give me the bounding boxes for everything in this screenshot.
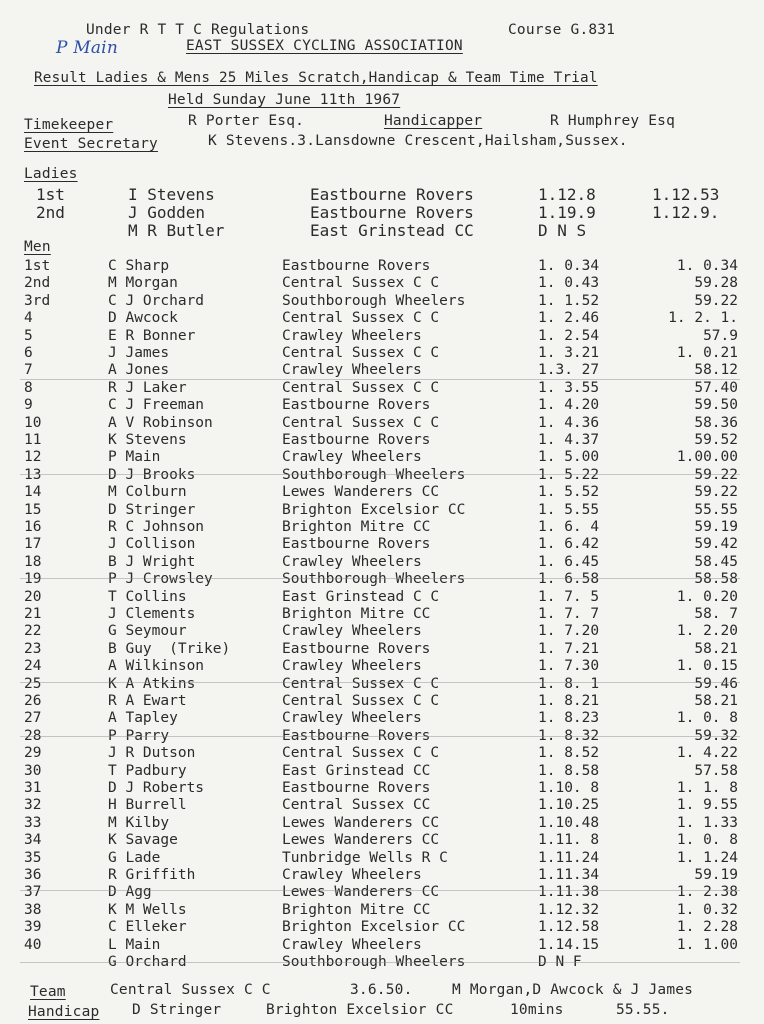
result-row xyxy=(0,571,764,588)
rider-handicap-time: 59.32 xyxy=(694,727,738,744)
secretary-label: Event Secretary xyxy=(24,136,158,152)
rider-handicap-time: 58.58 xyxy=(694,571,738,588)
rider-handicap-time: 1. 0.21 xyxy=(676,345,738,361)
rider-name: G Orchard xyxy=(108,954,187,970)
rider-name: A Wilkinson xyxy=(108,658,205,675)
rider-time: 1. 7.30 xyxy=(538,658,600,675)
rider-club: Central Sussex C C xyxy=(282,693,440,709)
ladies-club: Eastbourne Rovers xyxy=(310,185,474,204)
rider-club: Brighton Mitre CC xyxy=(282,519,431,535)
result-row xyxy=(0,589,764,606)
result-row xyxy=(0,832,764,849)
ladies-row xyxy=(0,221,764,239)
result-row xyxy=(0,902,764,919)
rider-name: P J Crowsley xyxy=(108,571,213,588)
rider-time: 1. 6.42 xyxy=(538,536,600,553)
result-row xyxy=(0,275,764,292)
rider-position: 34 xyxy=(24,832,42,849)
rider-position: 1st xyxy=(24,258,51,274)
rider-club: Southborough Wheelers xyxy=(282,292,466,309)
rider-position: 33 xyxy=(24,814,42,831)
rider-club: Eastbourne Rovers xyxy=(282,432,431,448)
ladies-handicap-time: 1.12.9. xyxy=(652,203,720,222)
rider-handicap-time: 1. 1.24 xyxy=(676,849,738,866)
rider-name: D Awcock xyxy=(108,310,178,327)
ruled-line xyxy=(20,890,740,891)
ruled-line xyxy=(20,682,740,683)
rider-position: 5 xyxy=(24,327,33,344)
rider-time: 1.10.25 xyxy=(538,797,600,814)
rider-handicap-time: 1. 9.55 xyxy=(676,797,738,814)
rider-handicap-time: 57.40 xyxy=(694,379,738,396)
ladies-row xyxy=(0,185,764,203)
rider-name: H Burrell xyxy=(108,797,187,814)
rider-club: Central Sussex C C xyxy=(282,745,440,762)
rider-name: K Savage xyxy=(108,832,178,849)
rider-time: 1.12.32 xyxy=(538,901,600,918)
rider-name: M Kilby xyxy=(108,814,170,831)
result-row xyxy=(0,763,764,780)
rider-time: 1.11.38 xyxy=(538,884,600,901)
rider-name: T Padbury xyxy=(108,762,187,779)
rider-time: 1. 6.58 xyxy=(538,571,600,588)
rider-position: 9 xyxy=(24,397,33,414)
rider-club: Brighton Mitre CC xyxy=(282,606,431,622)
rider-club: Tunbridge Wells R C xyxy=(282,849,448,866)
result-row xyxy=(0,502,764,519)
rider-handicap-time: 1. 1.33 xyxy=(676,814,738,831)
rider-club: Crawley Wheelers xyxy=(282,710,422,727)
result-row xyxy=(0,606,764,623)
ruled-line xyxy=(20,736,740,737)
rider-club: East Grinstead CC xyxy=(282,762,431,779)
rider-name: J James xyxy=(108,345,170,361)
timekeeper-label: Timekeeper xyxy=(24,117,114,133)
rider-time: 1. 5.55 xyxy=(538,501,600,518)
result-row xyxy=(0,449,764,466)
rider-club: Eastbourne Rovers xyxy=(282,780,431,796)
ruled-line xyxy=(20,578,740,579)
rider-handicap-time: 1. 0. 8 xyxy=(676,710,738,727)
rider-position: 40 xyxy=(24,936,42,953)
rider-handicap-time: 59.28 xyxy=(694,275,738,292)
rider-club: Lewes Wanderers CC xyxy=(282,832,440,849)
handicapper-name: R Humphrey Esq xyxy=(550,113,676,129)
rider-name: R C Johnson xyxy=(108,519,205,535)
rider-club: Crawley Wheelers xyxy=(282,936,422,953)
rider-name: P Parry xyxy=(108,727,170,744)
rider-position: 32 xyxy=(24,797,42,814)
rider-time: 1. 6. 4 xyxy=(538,519,600,535)
rider-time: 1.3. 27 xyxy=(538,362,600,379)
result-row xyxy=(0,380,764,397)
rider-club: Eastbourne Rovers xyxy=(282,536,431,553)
rider-name: C Sharp xyxy=(108,258,170,274)
rider-position: 35 xyxy=(24,849,42,866)
rider-handicap-time: 1. 2.20 xyxy=(676,623,738,640)
rider-handicap-time: 58.45 xyxy=(694,553,738,570)
result-row xyxy=(0,919,764,936)
rider-time: 1. 5.22 xyxy=(538,466,600,483)
rider-name: R A Ewart xyxy=(108,693,187,709)
rider-position: 37 xyxy=(24,884,42,901)
ladies-club: East Grinstead CC xyxy=(310,221,474,240)
rider-handicap-time: 59.52 xyxy=(694,432,738,448)
rider-handicap-time: 58.21 xyxy=(694,640,738,657)
team-club: Central Sussex C C xyxy=(110,982,271,998)
rider-time: 1. 8.52 xyxy=(538,745,600,762)
rider-time: 1. 3.55 xyxy=(538,379,600,396)
ruled-line xyxy=(20,379,740,380)
ladies-rider: M R Butler xyxy=(128,221,225,240)
rider-position: 29 xyxy=(24,745,42,762)
rider-club: Lewes Wanderers CC xyxy=(282,484,440,501)
rider-time: 1. 2.54 xyxy=(538,327,600,344)
rider-time: 1. 7.20 xyxy=(538,623,600,640)
rider-time: 1. 3.21 xyxy=(538,345,600,361)
rider-name: M Colburn xyxy=(108,484,187,501)
result-row xyxy=(0,797,764,814)
rider-position: 25 xyxy=(24,675,42,692)
rider-position: 3rd xyxy=(24,292,51,309)
rider-time: 1. 0.34 xyxy=(538,258,600,274)
result-row xyxy=(0,815,764,832)
rider-club: Crawley Wheelers xyxy=(282,867,422,883)
result-row xyxy=(0,693,764,710)
rider-position: 20 xyxy=(24,588,42,605)
rider-position: 22 xyxy=(24,623,42,640)
rider-name: A Tapley xyxy=(108,710,178,727)
rider-club: Crawley Wheelers xyxy=(282,327,422,344)
rider-club: East Grinstead C C xyxy=(282,588,440,605)
rider-handicap-time: 1. 2.28 xyxy=(676,919,738,936)
rider-time: 1.11. 8 xyxy=(538,832,600,849)
rider-handicap-time: 1.00.00 xyxy=(676,449,738,466)
result-row xyxy=(0,432,764,449)
rider-club: Crawley Wheelers xyxy=(282,623,422,640)
ladies-rider: J Godden xyxy=(128,203,206,222)
rider-name: R J Laker xyxy=(108,379,187,396)
rider-name: A V Robinson xyxy=(108,414,213,431)
team-riders: M Morgan,D Awcock & J James xyxy=(452,982,694,998)
rider-club: Crawley Wheelers xyxy=(282,658,422,675)
handicapper-label: Handicapper xyxy=(384,113,483,129)
result-row xyxy=(0,937,764,954)
rider-name: P Main xyxy=(108,449,161,466)
rider-position: 8 xyxy=(24,379,33,396)
rider-handicap-time: 1. 0.32 xyxy=(676,901,738,918)
rider-club: Central Sussex C C xyxy=(282,345,440,361)
rider-handicap-time: 1. 0. 8 xyxy=(676,832,738,849)
rider-handicap-time: 57.9 xyxy=(703,327,738,344)
rider-time: 1. 8. 1 xyxy=(538,675,600,692)
rider-handicap-time: 58.12 xyxy=(694,362,738,379)
ruled-line xyxy=(20,962,740,963)
rider-name: M Morgan xyxy=(108,275,178,292)
rider-position: 24 xyxy=(24,658,42,675)
held-date: Held Sunday June 11th 1967 xyxy=(168,92,401,108)
rider-name: G Seymour xyxy=(108,623,187,640)
rider-position: 36 xyxy=(24,867,42,883)
rider-handicap-time: 1. 0.34 xyxy=(676,258,738,274)
rider-time: 1.10. 8 xyxy=(538,780,600,796)
result-row xyxy=(0,328,764,345)
handicap-winner: D Stringer xyxy=(132,1002,222,1018)
rider-position: 11 xyxy=(24,432,42,448)
result-row xyxy=(0,345,764,362)
secretary-address: K Stevens.3.Lansdowne Crescent,Hailsham,Sussex. xyxy=(208,133,628,149)
result-row xyxy=(0,554,764,571)
rider-time: 1. 7. 5 xyxy=(538,588,600,605)
rider-name: J Collison xyxy=(108,536,196,553)
rider-position: 12 xyxy=(24,449,42,466)
rider-handicap-time: 58.36 xyxy=(694,414,738,431)
rider-name: T Collins xyxy=(108,588,187,605)
result-row xyxy=(0,484,764,501)
rider-time: 1. 0.43 xyxy=(538,275,600,292)
rider-time: 1. 1.52 xyxy=(538,292,600,309)
rider-club: Eastbourne Rovers xyxy=(282,258,431,274)
rider-club: Crawley Wheelers xyxy=(282,362,422,379)
regulations-line: Under R T T C Regulations xyxy=(86,22,310,38)
rider-handicap-time: 59.22 xyxy=(694,466,738,483)
rider-name: G Lade xyxy=(108,849,161,866)
team-time: 3.6.50. xyxy=(350,982,413,998)
rider-club: Lewes Wanderers CC xyxy=(282,814,440,831)
rider-time: 1. 6.45 xyxy=(538,553,600,570)
rider-time: 1. 8.23 xyxy=(538,710,600,727)
ladies-rider: I Stevens xyxy=(128,185,215,204)
rider-club: Central Sussex C C xyxy=(282,414,440,431)
rider-time: 1. 2.46 xyxy=(538,310,600,327)
rider-time: 1. 4.36 xyxy=(538,414,600,431)
ruled-line xyxy=(20,474,740,475)
rider-name: L Main xyxy=(108,936,161,953)
rider-club: Southborough Wheelers xyxy=(282,571,466,588)
rider-name: K M Wells xyxy=(108,901,187,918)
rider-club: Eastbourne Rovers xyxy=(282,397,431,414)
result-row xyxy=(0,676,764,693)
handicap-label: Handicap xyxy=(28,1004,100,1020)
rider-name: C J Freeman xyxy=(108,397,205,414)
rider-handicap-time: 1. 0.20 xyxy=(676,588,738,605)
rider-time: 1. 7. 7 xyxy=(538,606,600,622)
result-row xyxy=(0,519,764,536)
rider-position: 13 xyxy=(24,466,42,483)
result-title: Result Ladies & Mens 25 Miles Scratch,Handicap & Team Time Trial xyxy=(34,70,598,86)
handicap-allowance: 10mins xyxy=(510,1002,564,1018)
rider-club: Brighton Mitre CC xyxy=(282,901,431,918)
result-row xyxy=(0,362,764,379)
rider-time: 1. 5.00 xyxy=(538,449,600,466)
ladies-club: Eastbourne Rovers xyxy=(310,203,474,222)
rider-time: 1. 8.32 xyxy=(538,727,600,744)
ladies-row xyxy=(0,203,764,221)
ladies-time: 1.19.9 xyxy=(538,203,596,222)
result-row xyxy=(0,710,764,727)
rider-club: Central Sussex C C xyxy=(282,275,440,292)
rider-name: J Clements xyxy=(108,606,196,622)
result-row xyxy=(0,867,764,884)
rider-handicap-time: 58. 7 xyxy=(694,606,738,622)
rider-position: 19 xyxy=(24,571,42,588)
rider-time: 1.11.24 xyxy=(538,849,600,866)
rider-time: 1.12.58 xyxy=(538,919,600,936)
rider-time: 1. 5.52 xyxy=(538,484,600,501)
rider-time: 1. 8.58 xyxy=(538,762,600,779)
rider-name: C Elleker xyxy=(108,919,187,936)
rider-name: C J Orchard xyxy=(108,292,205,309)
rider-time: 1.11.34 xyxy=(538,867,600,883)
rider-name: R Griffith xyxy=(108,867,196,883)
rider-club: Lewes Wanderers CC xyxy=(282,884,440,901)
rider-position: 6 xyxy=(24,345,33,361)
rider-handicap-time: 1. 2. 1. xyxy=(668,310,738,327)
ladies-handicap-time: 1.12.53 xyxy=(652,185,720,204)
result-row xyxy=(0,641,764,658)
result-row xyxy=(0,658,764,675)
ladies-position: 2nd xyxy=(36,203,65,222)
rider-time: 1. 4.37 xyxy=(538,432,600,448)
rider-name: A Jones xyxy=(108,362,170,379)
result-row xyxy=(0,258,764,275)
rider-time: D N F xyxy=(538,954,582,970)
rider-position: 28 xyxy=(24,727,42,744)
rider-club: Central Sussex C C xyxy=(282,379,440,396)
rider-position: 27 xyxy=(24,710,42,727)
rider-time: 1.14.15 xyxy=(538,936,600,953)
rider-handicap-time: 59.22 xyxy=(694,292,738,309)
rider-time: 1.10.48 xyxy=(538,814,600,831)
team-label: Team xyxy=(30,984,66,1000)
rider-handicap-time: 1. 4.22 xyxy=(676,745,738,762)
rider-name: K Stevens xyxy=(108,432,187,448)
rider-club: Southborough Wheelers xyxy=(282,954,466,970)
rider-position: 38 xyxy=(24,901,42,918)
rider-position: 18 xyxy=(24,553,42,570)
rider-name: J R Dutson xyxy=(108,745,196,762)
rider-position: 15 xyxy=(24,501,42,518)
rider-handicap-time: 59.19 xyxy=(694,867,738,883)
men-heading: Men xyxy=(24,239,51,255)
rider-handicap-time: 59.22 xyxy=(694,484,738,501)
rider-position: 4 xyxy=(24,310,33,327)
rider-position: 30 xyxy=(24,762,42,779)
rider-name: D Stringer xyxy=(108,501,196,518)
ladies-time: 1.12.8 xyxy=(538,185,596,204)
rider-club: Crawley Wheelers xyxy=(282,449,422,466)
rider-name: D J Roberts xyxy=(108,780,205,796)
rider-time: 1. 7.21 xyxy=(538,640,600,657)
result-row xyxy=(0,536,764,553)
rider-handicap-time: 59.42 xyxy=(694,536,738,553)
rider-position: 14 xyxy=(24,484,42,501)
rider-position: 7 xyxy=(24,362,33,379)
course-code: Course G.831 xyxy=(508,22,616,38)
handicap-time: 55.55. xyxy=(616,1002,670,1018)
result-row xyxy=(0,467,764,484)
rider-handicap-time: 59.46 xyxy=(694,675,738,692)
rider-club: Crawley Wheelers xyxy=(282,553,422,570)
rider-position: 16 xyxy=(24,519,42,535)
result-row xyxy=(0,745,764,762)
rider-name: B J Wright xyxy=(108,553,196,570)
rider-handicap-time: 57.58 xyxy=(694,762,738,779)
result-row xyxy=(0,850,764,867)
rider-club: Brighton Excelsior CC xyxy=(282,919,466,936)
rider-handicap-time: 1. 1.00 xyxy=(676,936,738,953)
rider-name: K A Atkins xyxy=(108,675,196,692)
rider-handicap-time: 59.19 xyxy=(694,519,738,535)
rider-handicap-time: 1. 1. 8 xyxy=(676,780,738,796)
association-title: EAST SUSSEX CYCLING ASSOCIATION xyxy=(186,38,463,54)
result-row xyxy=(0,415,764,432)
rider-handicap-time: 1. 2.38 xyxy=(676,884,738,901)
result-row xyxy=(0,884,764,901)
result-row xyxy=(0,623,764,640)
rider-club: Central Sussex C C xyxy=(282,675,440,692)
result-row xyxy=(0,293,764,310)
handwritten-note: P Main xyxy=(56,38,118,58)
rider-time: 1. 4.20 xyxy=(538,397,600,414)
rider-handicap-time: 55.55 xyxy=(694,501,738,518)
rider-position: 2nd xyxy=(24,275,51,292)
rider-club: Eastbourne Rovers xyxy=(282,727,431,744)
rider-time: 1. 8.21 xyxy=(538,693,600,709)
rider-club: Brighton Excelsior CC xyxy=(282,501,466,518)
rider-club: Eastbourne Rovers xyxy=(282,640,431,657)
rider-name: D Agg xyxy=(108,884,152,901)
handicap-club: Brighton Excelsior CC xyxy=(266,1002,454,1018)
rider-position: 31 xyxy=(24,780,42,796)
ladies-position: 1st xyxy=(36,185,65,204)
rider-position: 21 xyxy=(24,606,42,622)
rider-club: Southborough Wheelers xyxy=(282,466,466,483)
rider-name: D J Brooks xyxy=(108,466,196,483)
rider-position: 23 xyxy=(24,640,42,657)
rider-position: 39 xyxy=(24,919,42,936)
result-row xyxy=(0,397,764,414)
rider-handicap-time: 59.50 xyxy=(694,397,738,414)
timekeeper-name: R Porter Esq. xyxy=(188,113,305,129)
rider-position: 10 xyxy=(24,414,42,431)
rider-club: Central Sussex C C xyxy=(282,310,440,327)
rider-club: Central Sussex CC xyxy=(282,797,431,814)
result-row xyxy=(0,780,764,797)
rider-handicap-time: 58.21 xyxy=(694,693,738,709)
rider-position: 17 xyxy=(24,536,42,553)
rider-name: E R Bonner xyxy=(108,327,196,344)
rider-position: 26 xyxy=(24,693,42,709)
rider-name: B Guy (Trike) xyxy=(108,640,231,657)
ladies-heading: Ladies xyxy=(24,166,78,182)
ladies-time: D N S xyxy=(538,221,587,240)
rider-handicap-time: 1. 0.15 xyxy=(676,658,738,675)
result-row xyxy=(0,310,764,327)
